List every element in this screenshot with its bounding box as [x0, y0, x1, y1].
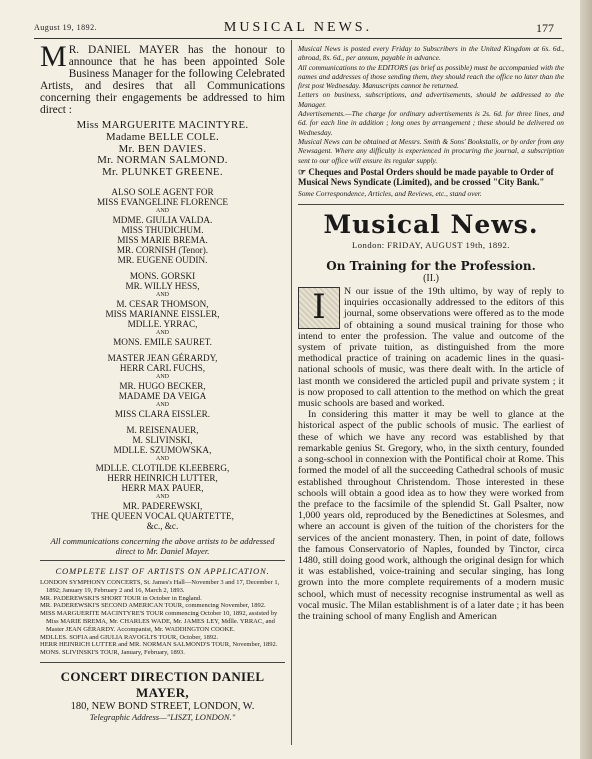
concert-direction-title: CONCERT DIRECTION DANIEL MAYER, — [60, 668, 265, 700]
masthead — [298, 204, 564, 250]
article-paragraph-2: In considering this matter it may be well to glance at the historical aspect of the public schools of music. The earliest of these of which we have any record was established by that remarkable genius St. Gregory, who, in the sixth century, founded a song-school in connexion with the Pontifical choir at Rome. This formed the model of all the succeeding Cathedral schools of music established throughout Christendom. Those interested in these schools will obtain a good idea as to how they were worked from the preface to the facsimile of the splendid St. Gall Psalter, now 1,000 years old, reproduced by the Benedictines at Solesmes, and where an account is given of the tuition of the choristers for the services of the ancient monastery. Then, in point of date, follows the famous Conservatorio of Naples, founded by Tinctor, circa 1480, still doing good work, although the original design for which it was established, voice-training and secular singing, has long grown into the more complete requirements of a modern music school, which must of necessity recognise instrumental as well as vocal music. The Milan establishment is of a later date ; it has been the training school of many English and American — [298, 409, 564, 622]
artist-group — [40, 425, 285, 455]
list-line: Advertisements.—The charge for ordinary advertisements is 2s. 6d. for three lines, and 6d. for each line in addition ; long ones by arrangement ; these should be delivered on Wednesday. — [298, 109, 564, 137]
artist-group — [40, 337, 285, 347]
announcement-text: R. DANIEL MAYER has the honour to announce that he has been appointed Sole Business Manager for the following Celebrated Artists, and desires that all Communications concerning their engagements be addressed to him direct : — [40, 44, 285, 116]
list-line: MISS MARIE BREMA. — [117, 234, 208, 245]
concert-address: 180, NEW BOND STREET, LONDON, W. — [70, 700, 255, 712]
page-number: 177 — [536, 21, 554, 35]
column-divider — [291, 40, 292, 745]
article-number: (II.) — [423, 272, 439, 284]
header-title: MUSICAL NEWS. — [223, 20, 373, 35]
list-line: MR. CORNISH (Tenor). — [116, 244, 209, 255]
and-separator: AND — [156, 373, 169, 380]
list-line: MISS THUDICHUM. — [121, 224, 204, 235]
list-line: Musical News can be obtained at Messrs. Smith & Sons' Bookstalls, or by order from any Newsagent. Where any difficulty is experienced in procuring the journal, a subscription sent to our office will ensure its regular supply. — [298, 136, 564, 165]
list-line: MR. WILLY HESS, — [125, 280, 200, 291]
and-separator: AND — [156, 455, 169, 462]
communications-note: All communications concerning the above artists to be addressed direct to Mr. Daniel Mayer. — [50, 535, 275, 556]
artist-list-main — [40, 120, 285, 179]
artist-group — [40, 271, 285, 291]
list-line: HERR HEINRICH LUTTER and MR. NORMAN SALMOND'S TOUR, November, 1892. — [40, 641, 278, 649]
artist-group — [40, 353, 285, 373]
list-line: MR. PADEREWSKI'S SECOND AMERICAN TOUR, commencing November, 1892. — [40, 602, 266, 610]
list-line: MR. PADEREWSKI, — [122, 500, 203, 511]
concert-direction-block — [40, 662, 285, 722]
list-line: &c., &c. — [146, 520, 179, 531]
and-separator: AND — [156, 401, 169, 408]
list-line: Mr. NORMAN SALMOND. — [97, 154, 228, 167]
list-line: Mr. PLUNKET GREENE. — [102, 166, 223, 179]
right-column — [298, 44, 564, 622]
list-line: Musical News is posted every Friday to Subscribers in the United Kingdom at 6s. 6d., abroad, 8s. 6d., per annum, payable in advance. — [298, 44, 564, 63]
artist-group — [40, 215, 285, 265]
article-paragraph-1: N our issue of the 19th ultimo, by way of reply to inquiries occasionally addressed to the editors of this journal, some observations were offered as to the mode of obtaining a sound musical training for those who intend to enter the profession. The value and outcome of the system of private tuition, as distinguished from the more methodical practice of training on academic lines in the quasi-national schools of music, was there dealt with. In the article of last month we considered the articled pupil and private system ; it is now proposed to call attention to the method on which the great music schools are based and worked. — [298, 286, 564, 410]
artist-group — [40, 197, 285, 207]
list-line: Letters on business, subscriptions, and advertisements, should be addressed to the Manager. — [298, 90, 564, 109]
list-line: MONS. EMILE SAURET. — [113, 336, 212, 347]
dateline: London: FRIDAY, AUGUST 19th, 1892. — [352, 240, 510, 251]
announcement — [40, 40, 285, 116]
article-title: On Training for the Profession. — [326, 259, 536, 274]
telegraphic-address: Telegraphic Address—"LISZT, LONDON." — [89, 711, 236, 722]
stand-over-note: Some Correspondence, Articles, and Reviews, etc., stand over. — [298, 188, 482, 198]
list-line: M. REISENAUER, — [126, 424, 199, 435]
artist-group — [40, 381, 285, 401]
artist-list-also — [40, 187, 285, 531]
list-line: MASTER JEAN GÉRARDY, — [107, 352, 218, 363]
list-line: HERR HEINRICH LUTTER, — [107, 472, 218, 483]
list-line: HERR MAX PAUER, — [121, 482, 204, 493]
artist-group — [40, 299, 285, 329]
subscription-notices — [298, 44, 564, 165]
list-line: MR. PADEREWSKI'S SHORT TOUR in October in England. — [40, 594, 202, 602]
list-line: LONDON SYMPHONY CONCERTS, St. James's Hall—November 3 and 17, December 1, 1892; January 19, February 2 and 16, March 2, 1893. — [40, 578, 280, 594]
list-line: MISS EVANGELINE FLORENCE — [96, 196, 228, 207]
list-line: MDLLE. SZUMOWSKA, — [113, 444, 212, 455]
article-body — [298, 286, 564, 622]
list-line: All communications to the EDITORS (as brief as possible) must be accompanied with the names and addresses of those sending them, they should reach the office no later than the first post Wednesday. Manuscripts cannot be returned. — [298, 62, 564, 91]
cheque-notice: ☞ Cheques and Postal Orders should be made payable to Order of Musical News Syndicate (Limited), and be crossed "City Bank." — [298, 166, 554, 187]
and-separator: AND — [156, 329, 169, 336]
list-line: MDME. GIULIA VALDA. — [112, 214, 213, 225]
artists-list-heading: COMPLETE LIST OF ARTISTS ON APPLICATION. — [40, 560, 285, 576]
list-line: Madame BELLE COLE. — [105, 130, 220, 143]
list-line: MDLLE. YRRAC, — [127, 318, 198, 329]
tours-list — [40, 579, 285, 657]
list-line: M. SLIVINSKI, — [132, 434, 193, 445]
ornamental-drop-cap: I — [298, 287, 340, 329]
list-line: MISS MARIANNE EISSLER, — [105, 308, 220, 319]
list-line: MISS CLARA EISSLER. — [114, 408, 211, 419]
list-line: THE QUEEN VOCAL QUARTETTE, — [91, 510, 234, 521]
and-separator: AND — [156, 291, 169, 298]
header-date: August 19, 1892. — [34, 23, 98, 32]
list-line: M. CESAR THOMSON, — [116, 298, 209, 309]
left-column — [40, 40, 285, 722]
page-header — [34, 22, 562, 39]
masthead-title: Musical News. — [323, 210, 539, 240]
drop-cap-m: M — [40, 40, 67, 73]
list-line: Miss MARGUERITE MACINTYRE. — [76, 119, 249, 131]
list-line: MR. HUGO BECKER, — [119, 380, 206, 391]
list-line: MISS MARGUERITE MACINTYRE'S TOUR commencing October 10, 1892, assisted by Miss MARIE BREMA, Mr. CHARLES WADE, Mr. JAMES LEY, Mdlle. YRRAC, and Master JEAN GÉRARDY. Accompanist, Mr. WADDINGTON COOKE. — [40, 610, 278, 633]
list-line: MONS. SLIVINSKI'S TOUR, January, February, 1893. — [40, 649, 185, 657]
and-separator: AND — [156, 207, 169, 214]
page-edge — [580, 0, 592, 759]
artist-group — [40, 409, 285, 419]
artist-group — [40, 463, 285, 493]
list-line: MADAME DA VEIGA — [118, 390, 207, 401]
also-agent-line: ALSO SOLE AGENT FOR — [111, 186, 214, 197]
list-line: MONS. GORSKI — [129, 270, 196, 281]
artist-group — [40, 501, 285, 531]
and-separator: AND — [156, 493, 169, 500]
list-line: MDLLES. SOFIA and GIULIA RAVOGLI'S TOUR, October, 1892. — [40, 633, 219, 641]
list-line: MDLLE. CLOTILDE KLEEBERG, — [95, 462, 230, 473]
list-line: MR. EUGENE OUDIN. — [117, 254, 208, 265]
list-line: HERR CARL FUCHS, — [119, 362, 206, 373]
list-line: Mr. BEN DAVIES. — [118, 142, 207, 155]
